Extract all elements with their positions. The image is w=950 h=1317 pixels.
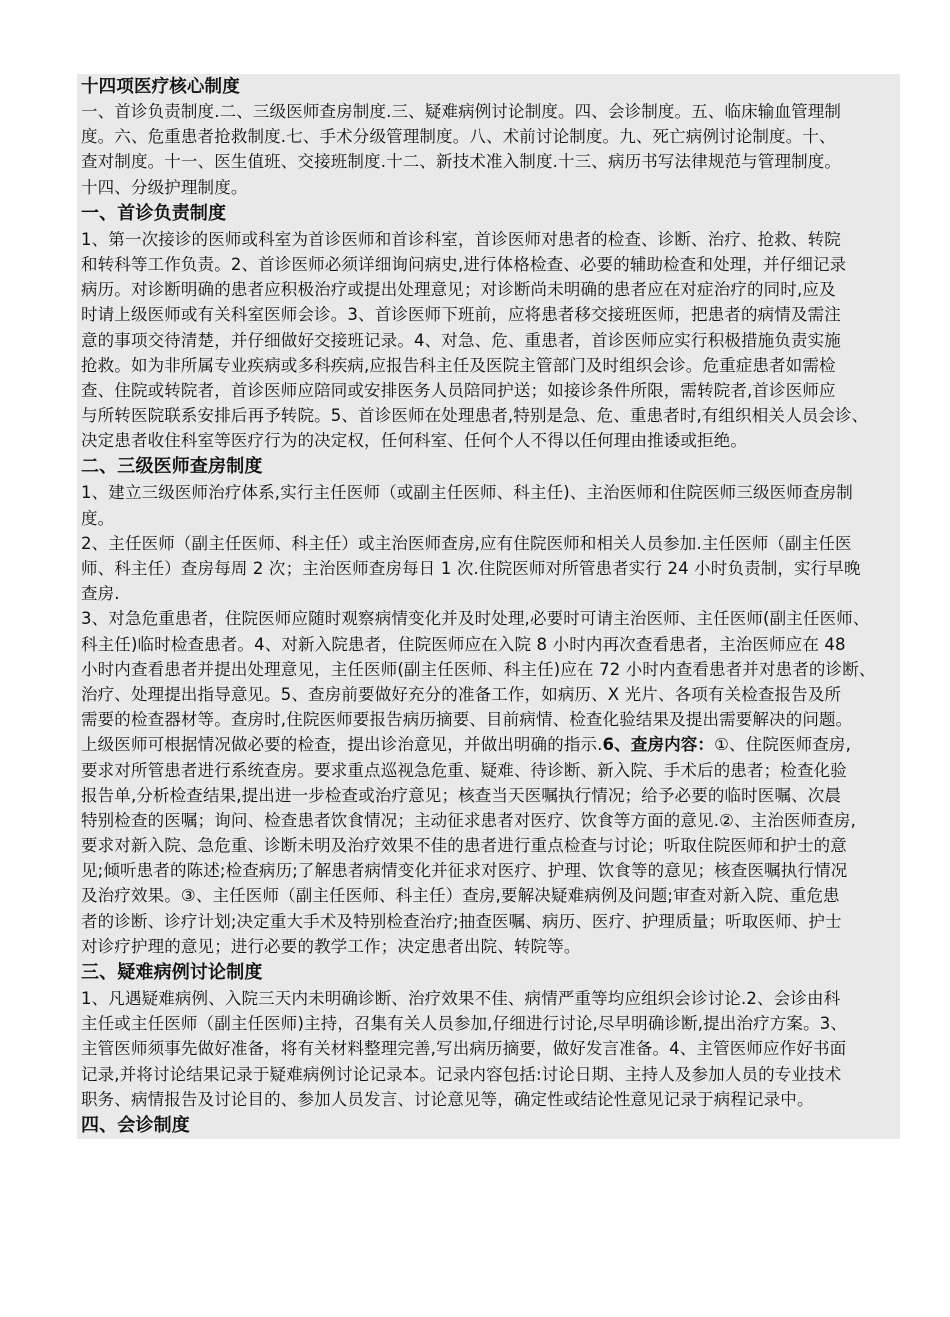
paragraph-line: 要求对所管患者进行系统查房。要求重点巡视急危重、疑难、待诊断、新入院、手术后的患者；检查化验 [81,760,847,780]
section-heading: 一、首诊负责制度 [81,202,227,224]
paragraph-line: 治疗、处理提出指导意见。5、查房前要做好充分的准备工作，如病历、X 光片、各项有关检查报告及所 [81,684,842,704]
paragraph-line: 见;倾听患者的陈述;检查病历;了解患者病情变化并征求对医疗、护理、饮食等的意见；核查医嘱执行情况 [81,861,848,881]
paragraph-line: 查房. [81,584,120,604]
paragraph-line: 1、建立三级医师治疗体系,实行主任医师（或副主任医师、科主任)、主治医师和住院医师三级医师查房制 [81,483,853,503]
paragraph-line: 度。 [81,508,115,528]
paragraph-line: 2、主任医师（副主任医师、科主任）或主治医师查房,应有住院医师和相关人员参加.主任医师（副主任医 [81,533,852,553]
paragraph-line: 主任或主任医师（副主任医师)主持，召集有关人员参加,仔细进行讨论,尽早明确诊断,提出治疗方案。3、 [81,1014,848,1034]
paragraph-line: 报告单,分析检查结果,提出进一步检查或治疗意见；核查当天医嘱执行情况；给予必要的临时医嘱、次晨 [81,785,842,805]
paragraph-line: 病历。对诊断明确的患者应积极治疗或提出处理意见；对诊断尚未明确的患者应在对症治疗的同时,应及 [81,280,836,300]
overview-line: 十四、分级护理制度。 [81,177,248,197]
paragraph-line: 主管医师须事先做好准备，将有关材料整理完善,写出病历摘要，做好发言准备。4、主管医师应作好书面 [81,1039,847,1059]
paragraph-line: 要求对新入院、急危重、诊断未明及治疗效果不佳的患者进行重点检查与讨论；听取住院医师和护士的意 [81,836,847,856]
paragraph-line: 意的事项交待清楚，并仔细做好交接班记录。4、对急、危、重患者，首诊医师应实行积极措施负责实施 [81,330,841,350]
overview-line: 度。六、危重患者抢救制度.七、手术分级管理制度。八、术前讨论制度。九、死亡病例讨论制度。十、 [81,127,836,147]
paragraph-line: 1、第一次接诊的医师或科室为首诊医师和首诊科室，首诊医师对患者的检查、诊断、治疗、抢救、转院 [81,229,841,249]
paragraph-line-mixed [81,732,897,757]
paragraph-line: 抢救。如为非所属专业疾病或多科疾病,应报告科主任及医院主管部门及时组织会诊。危重症患者如需检 [81,355,836,375]
paragraph-line: 小时内查看患者并提出处理意见，主任医师(副主任医师、科主任)应在 72 小时内查看患者并对患者的诊断、 [81,659,876,679]
paragraph-segment: 上级医师可根据情况做必要的检查，提出诊治意见，并做出明确的指示. [81,735,603,755]
paragraph-line: 者的诊断、诊疗计划;决定重大手术及特别检查治疗;抽查医嘱、病历、医疗、护理质量；听取医师、护士 [81,911,842,931]
section-heading: 四、会诊制度 [81,1114,190,1136]
paragraph-segment: ①、住院医师查房, [714,735,851,755]
paragraph-line: 记录,并将讨论结果记录于疑难病例讨论记录本。记录内容包括:讨论日期、主持人及参加人员的专业技术 [81,1064,842,1084]
document-body [77,74,900,1139]
overview-line: 查对制度。十一、医生值班、交接班制度.十二、新技术准入制度.十三、病历书写法律规范与管理制度。 [81,152,842,172]
paragraph-line: 和转科等工作负责。2、首诊医师必须详细询问病史,进行体格检查、必要的辅助检查和处理，并仔细记录 [81,254,847,274]
paragraph-line: 特别检查的医嘱；询问、检查患者饮食情况；主动征求患者对医疗、饮食等方面的意见.②、主治医师查房, [81,810,856,830]
section-heading: 二、三级医师查房制度 [81,456,263,478]
paragraph-line: 及治疗效果。③、主任医师（副主任医师、科主任）查房,要解决疑难病例及问题;审查对新入院、重危患 [81,886,840,906]
paragraph-line: 职务、病情报告及讨论目的、参加人员发言、讨论意见等，确定性或结论性意见记录于病程记录中。 [81,1089,814,1109]
paragraph-line: 1、凡遇疑难病例、入院三天内未明确诊断、治疗效果不佳、病情严重等均应组织会诊讨论.2、会诊由科 [81,989,841,1008]
rounds-content-label: 6、查房内容： [602,735,715,755]
paragraph-line: 师、科主任）查房每周 2 次；主治医师查房每日 1 次.住院医师对所管患者实行 24 小时负责制，实行早晚 [81,559,861,578]
overview-line: 一、首诊负责制度.二、三级医师查房制度.三、疑难病例讨论制度。四、会诊制度。五、临床输血管理制 [81,102,842,121]
paragraph-line: 决定患者收住科室等医疗行为的决定权，任何科室、任何个人不得以任何理由推诿或拒绝。 [81,431,747,451]
paragraph-line: 查、住院或转院者，首诊医师应陪同或安排医务人员陪同护送；如接诊条件所限，需转院者,首诊医师应 [81,380,836,400]
section-heading: 三、疑难病例讨论制度 [81,962,263,983]
document-title: 十四项医疗核心制度 [81,77,240,97]
paragraph-line: 与所转医院联系安排后再予转院。5、首诊医师在处理患者,特别是急、危、重患者时,有组织相关人员会诊、 [81,406,869,426]
paragraph-line: 需要的检查器材等。查房时,住院医师要报告病历摘要、目前病情、检查化验结果及提出需要解决的问题。 [81,710,853,730]
paragraph-line: 时请上级医师或有关科室医师会诊。3、首诊医师下班前，应将患者移交接班医师，把患者的病情及需注 [81,305,841,325]
paragraph-line: 科主任)临时检查患者。4、对新入院患者，住院医师应在入院 8 小时内再次查看患者，主治医师应在 48 [81,634,846,654]
paragraph-line: 对诊疗护理的意见；进行必要的教学工作；决定患者出院、转院等。 [81,936,581,956]
paragraph-line: 3、对急危重患者，住院医师应随时观察病情变化并及时处理,必要时可请主治医师、主任医师(副主任医师、 [81,609,870,629]
